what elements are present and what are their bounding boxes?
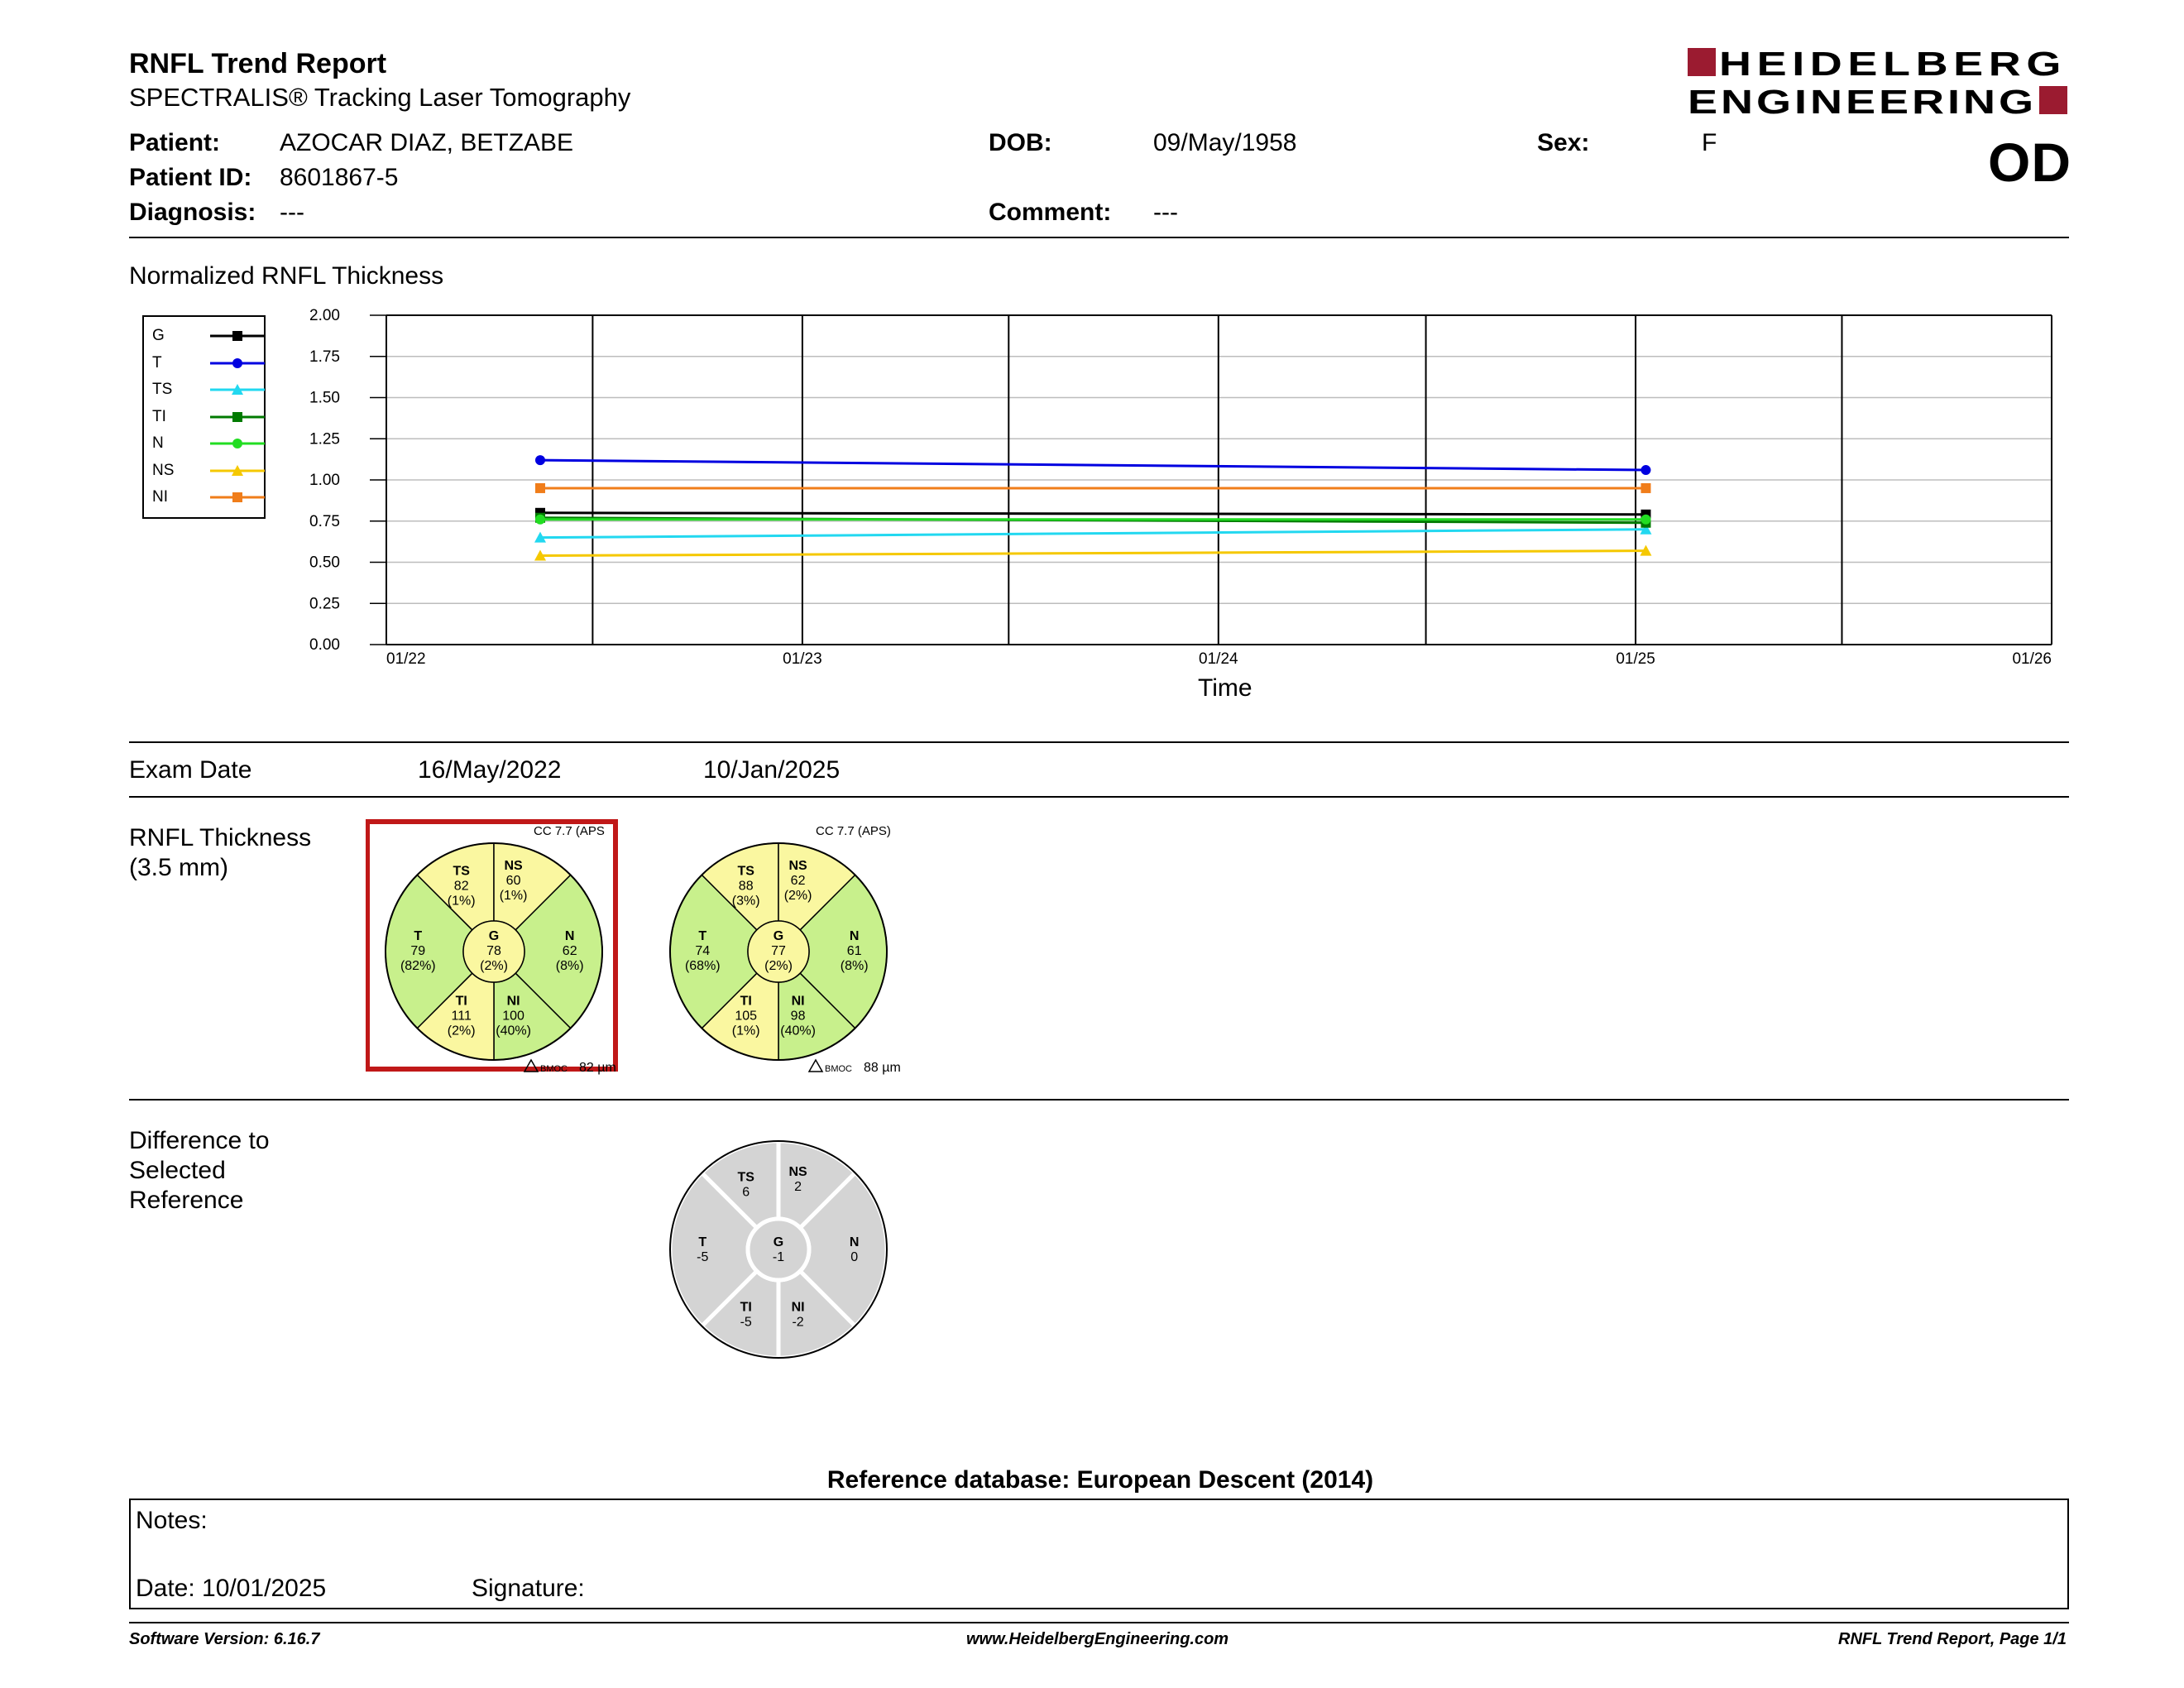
sector-name: NS [788,1164,807,1179]
sector-name: TI [740,994,752,1009]
y-tick-label: 0.00 [309,636,340,654]
sector-value: 62 [562,944,577,958]
footer-page: RNFL Trend Report, Page 1/1 [1838,1630,2067,1648]
y-tick-label: 0.50 [309,554,340,572]
exam-date-1: 16/May/2022 [418,756,562,784]
sector-percent: (40%) [780,1024,816,1038]
rnfl-label-2: (3.5 mm) [129,854,228,881]
data-point-ni [535,483,545,493]
x-axis-label: Time [1198,674,1252,702]
divider [129,741,2069,743]
sector-name: N [564,929,575,943]
x-tick-label: 01/26 [2012,650,2052,668]
exam-date-label: Exam Date [129,756,252,784]
sector-name: TS [737,1170,754,1185]
sector-percent: (1%) [447,894,476,909]
legend-label: N [152,434,164,452]
sector-name: TS [737,864,754,879]
y-tick-label: 0.75 [309,512,340,530]
patient-name: AZOCAR DIAZ, BETZABE [280,129,574,156]
notes-box[interactable] [129,1499,2069,1609]
sector-name: N [849,929,860,943]
sector-value: 88 [738,879,754,894]
sector-name: NI [791,994,805,1009]
sector-name: TI [740,1300,752,1315]
sector-value: 61 [846,944,862,958]
difference-label-1: Difference to [129,1127,270,1154]
data-point-t [535,455,545,465]
sector-chart [650,1127,907,1383]
x-tick-label: 01/22 [386,650,426,668]
difference-label-2: Selected [129,1157,226,1184]
sector-name: NS [788,858,807,873]
series-line-g [540,513,1645,515]
sector-value: 105 [735,1009,758,1024]
sector-percent: (8%) [840,959,869,973]
logo-line1: HEIDELBERG [1719,45,2067,83]
y-tick-label: 1.50 [309,389,340,407]
sector-g [748,1219,809,1280]
signature-label: Signature: [472,1575,585,1602]
rnfl-circle-exam-2[interactable] [650,819,907,1076]
diagnosis-value: --- [280,199,304,226]
series-line-ns [540,551,1645,556]
sector-value: -5 [740,1315,752,1330]
sector-value: 111 [451,1009,472,1024]
sector-percent: (68%) [684,959,721,973]
legend-label: NS [152,461,175,479]
sector-name: NI [791,1300,805,1315]
sex-label: Sex: [1537,129,1590,156]
difference-label-3: Reference [129,1187,244,1214]
divider [129,1099,2069,1101]
trend-chart [0,0,2184,728]
patient-id: 8601867-5 [280,164,399,191]
sector-value: 82 [453,879,469,894]
report-title: RNFL Trend Report [129,48,387,79]
data-point-t [1640,465,1650,475]
y-tick-label: 2.00 [309,307,340,324]
footer-software: Software Version: 6.16.7 [129,1630,320,1648]
notes-label: Notes: [136,1507,208,1534]
sector-value: 77 [771,944,786,958]
sector-chart [366,819,622,1076]
sector-percent: (2%) [764,959,793,973]
comment-value: --- [1153,199,1178,226]
sector-name: TS [453,864,470,879]
sector-value: 2 [794,1179,802,1194]
comment-label: Comment: [989,199,1112,226]
sector-percent: (8%) [555,959,584,973]
notes-date: Date: 10/01/2025 [136,1575,327,1602]
sector-name: T [414,929,423,943]
sector-value: 78 [486,944,501,958]
sector-value: 6 [742,1185,750,1200]
sector-value: -1 [772,1250,785,1264]
y-tick-label: 1.00 [309,472,340,489]
y-tick-label: 1.25 [309,430,340,448]
x-tick-label: 01/23 [783,650,822,668]
chart-title: Normalized RNFL Thickness [129,262,444,290]
cc-label: CC 7.7 (APS [534,824,605,838]
sector-percent: (3%) [731,894,760,909]
sector-name: G [773,1235,784,1249]
bmoc-value: 88 µm [864,1061,901,1075]
diagnosis-label: Diagnosis: [129,199,256,226]
report-subtitle: SPECTRALIS® Tracking Laser Tomography [129,83,631,112]
sector-name: G [488,929,500,943]
sector-percent: (82%) [400,959,436,973]
x-tick-label: 01/25 [1616,650,1655,668]
rnfl-label-1: RNFL Thickness [129,824,312,851]
sector-name: NS [504,858,523,873]
divider [129,1622,2069,1623]
sector-percent: (1%) [731,1024,760,1038]
x-tick-label: 01/24 [1199,650,1238,668]
bmoc-label: BMOC [825,1064,852,1074]
dob-label: DOB: [989,129,1052,156]
sector-percent: (40%) [496,1024,531,1038]
series-line-ts [540,530,1645,538]
sex-value: F [1702,129,1717,156]
dob-value: 09/May/1958 [1153,129,1297,156]
logo-line2: ENGINEERING [1688,83,2037,116]
reference-database: Reference database: European Descent (2014) [826,1466,1374,1494]
sector-value: 100 [502,1009,524,1024]
y-tick-label: 0.25 [309,595,340,613]
divider [129,796,2069,798]
rnfl-circle-exam-1[interactable] [366,819,622,1076]
difference-circle [650,1127,907,1383]
sector-name: T [698,1235,707,1249]
sector-value: 60 [505,873,521,888]
sector-name: TI [455,994,467,1009]
patient-id-label: Patient ID: [129,164,252,191]
data-point-n [535,515,545,525]
sector-percent: (2%) [447,1024,476,1038]
sector-value: 0 [850,1250,859,1264]
footer-website[interactable]: www.HeidelbergEngineering.com [966,1630,1229,1648]
sector-percent: (1%) [499,888,528,903]
data-point-ni [1640,483,1650,493]
legend-label: G [152,327,165,344]
legend-label: T [152,353,162,372]
data-point-n [1640,515,1650,525]
sector-value: -5 [697,1250,709,1264]
exam-date-2: 10/Jan/2025 [703,756,841,784]
y-tick-label: 1.75 [309,348,340,366]
sector-value: 74 [695,944,711,958]
legend-label: TI [152,407,166,425]
sector-chart [650,819,907,1076]
series-line-t [540,460,1645,470]
sector-value: 62 [790,873,806,888]
bmoc-label: BMOC [540,1064,568,1074]
sector-name: G [773,929,784,943]
sector-name: N [849,1235,860,1249]
sector-percent: (2%) [480,959,508,973]
sector-value: 98 [790,1009,806,1024]
sector-value: -2 [792,1315,804,1330]
sector-value: 79 [410,944,426,958]
sector-percent: (2%) [783,888,812,903]
bmoc-delta-icon [809,1060,822,1072]
legend-label: NI [152,488,168,506]
sector-name: NI [506,994,520,1009]
bmoc-value: 82 µm [579,1061,616,1075]
legend-label: TS [152,381,173,398]
sector-name: T [698,929,707,943]
eye-indicator: OD [1988,132,2071,193]
cc-label: CC 7.7 (APS) [816,824,891,838]
patient-label: Patient: [129,129,221,156]
